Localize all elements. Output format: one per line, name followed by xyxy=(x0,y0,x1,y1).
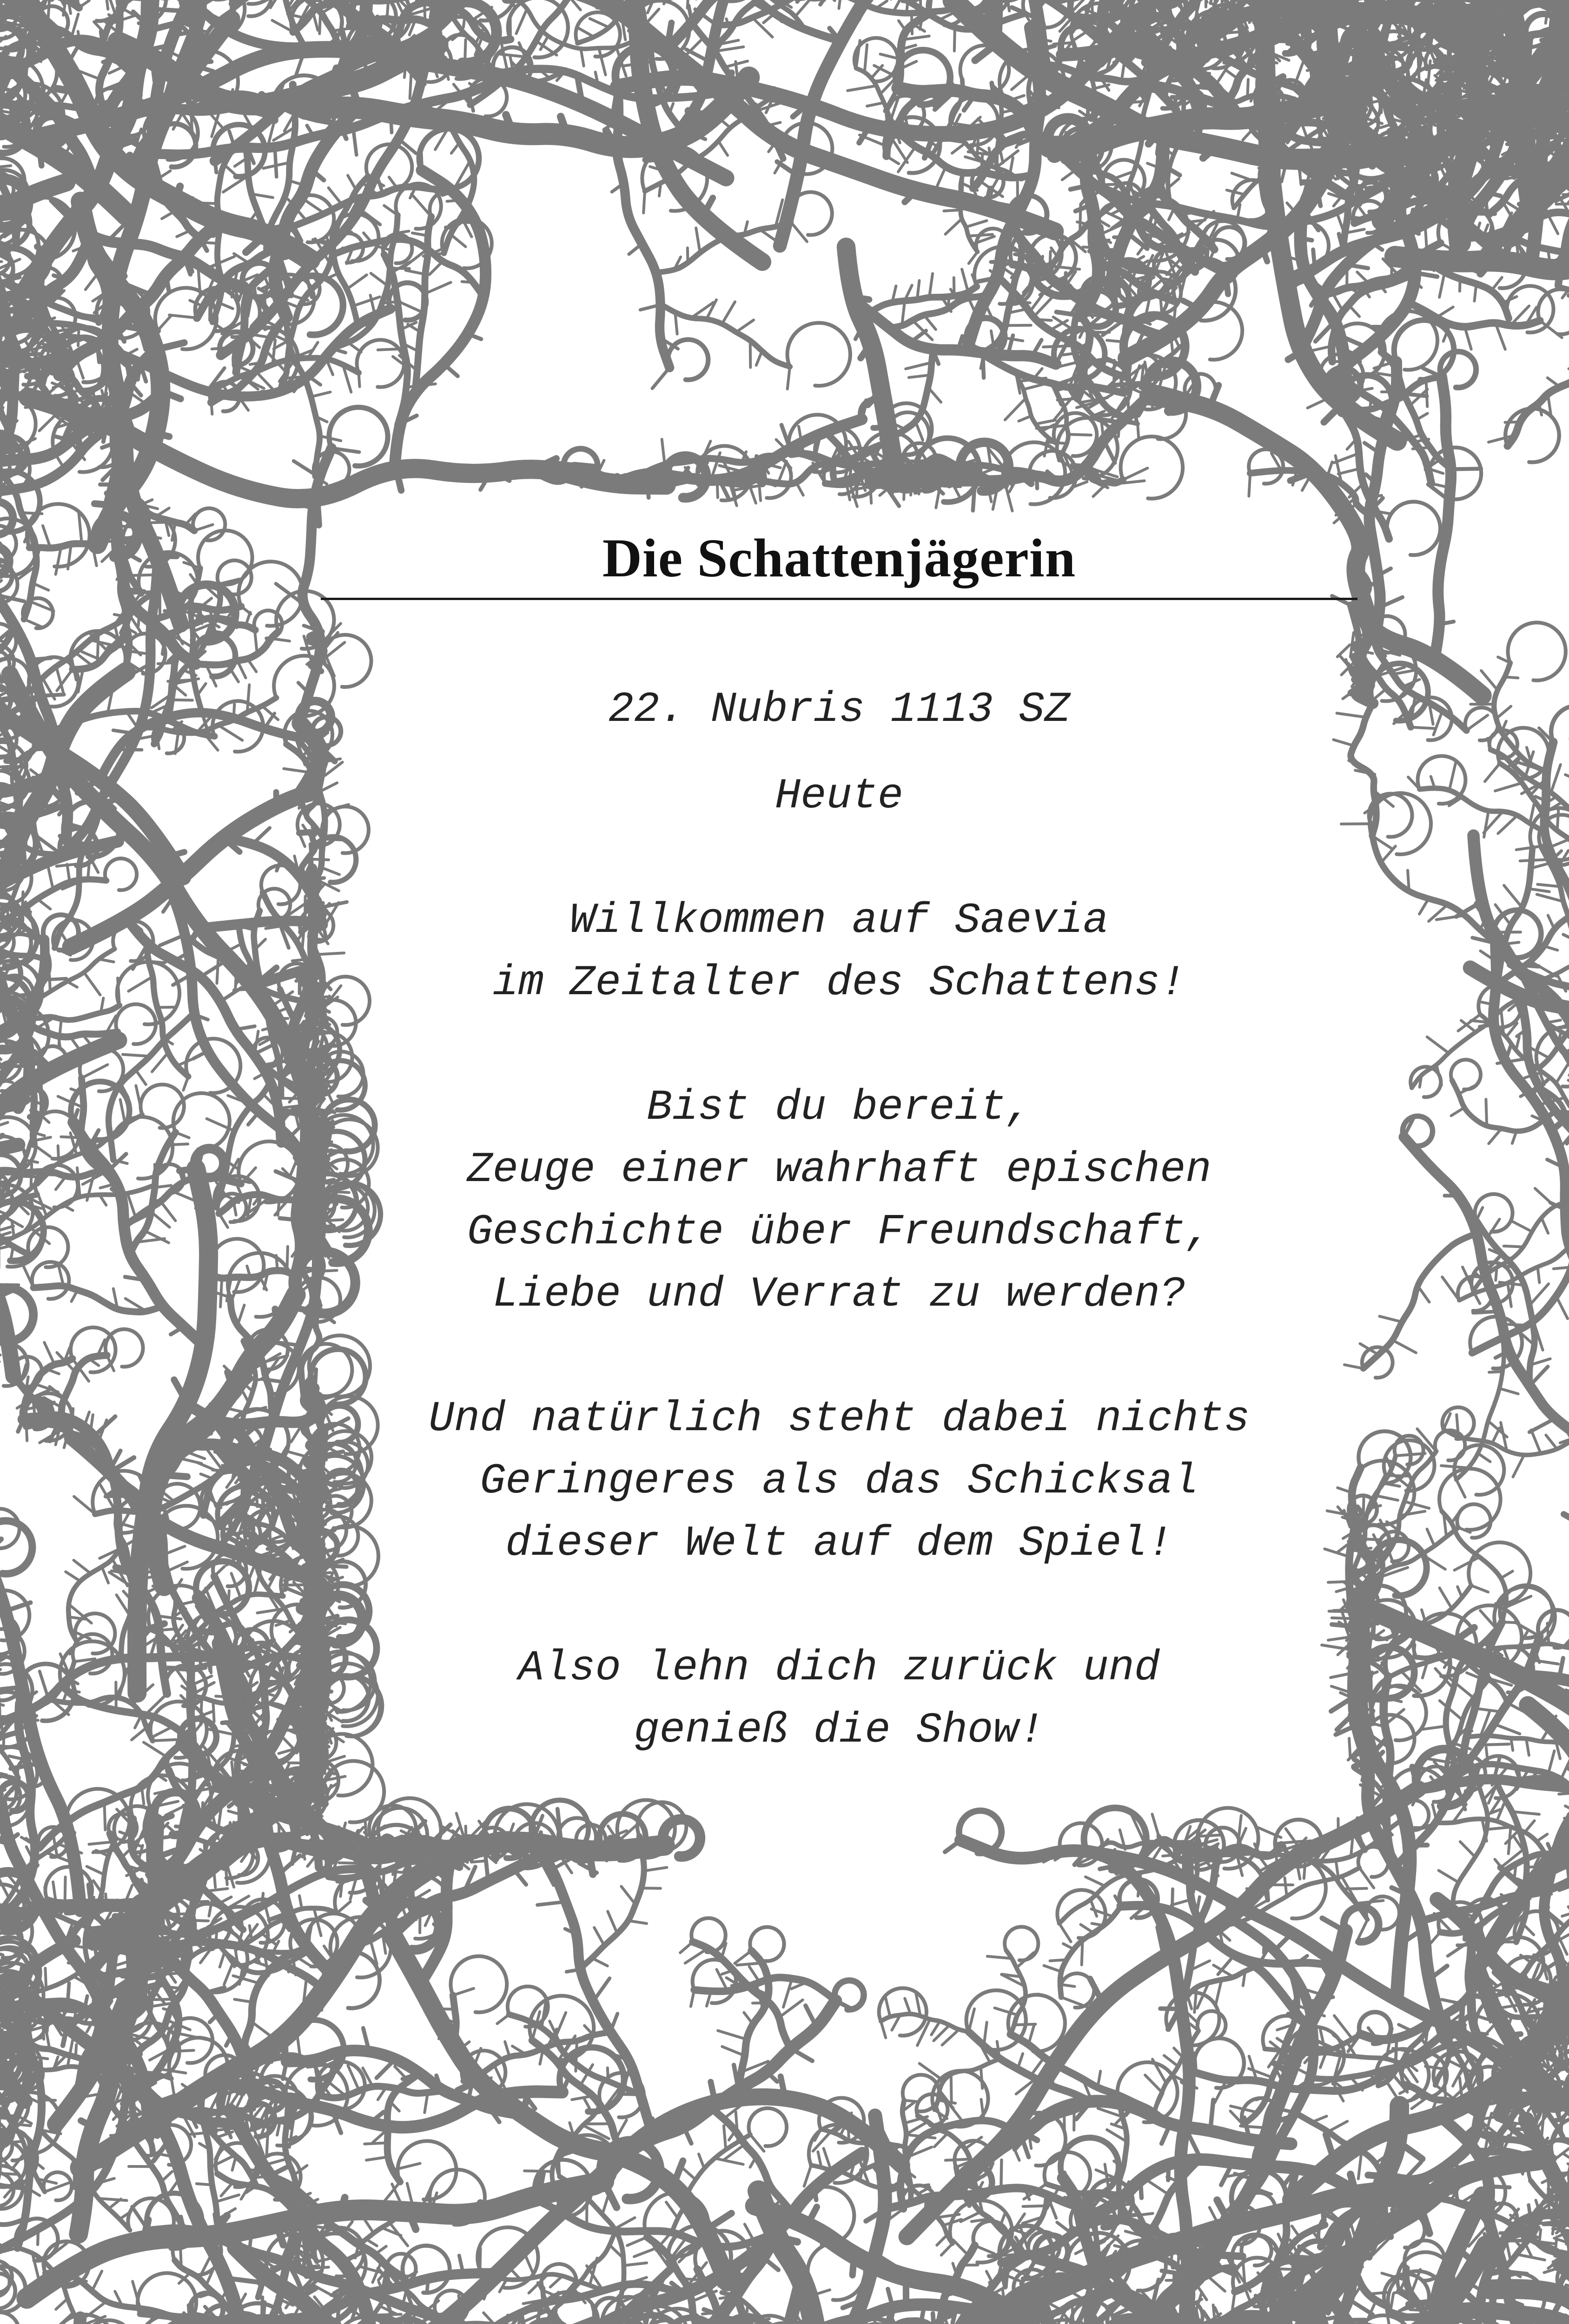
text-line: Also lehn dich zurück und xyxy=(518,1644,1160,1692)
day-line: Heute xyxy=(775,772,904,820)
document-body xyxy=(321,679,1357,1762)
paragraph xyxy=(321,1388,1357,1575)
text-line: Geringeres als das Schicksal xyxy=(480,1457,1198,1505)
text-line: im Zeitalter des Schattens! xyxy=(492,958,1186,1007)
text-line: dieser Welt auf dem Spiel! xyxy=(505,1519,1173,1568)
date-line: 22. Nubris 1113 SZ xyxy=(608,685,1070,734)
text-line: Geschichte über Freundschaft, xyxy=(467,1208,1212,1256)
paragraph xyxy=(321,1076,1357,1326)
text-line: Und natürlich steht dabei nichts xyxy=(428,1394,1250,1443)
text-line: Bist du bereit, xyxy=(646,1083,1032,1132)
paragraph xyxy=(321,890,1357,1014)
text-line: Willkommen auf Saevia xyxy=(569,896,1109,945)
text-line: genieß die Show! xyxy=(634,1706,1045,1755)
text-line: Liebe und Verrat zu werden? xyxy=(492,1270,1186,1319)
title-block xyxy=(321,525,1357,600)
paragraph xyxy=(321,1637,1357,1762)
document-title: Die Schattenjägerin xyxy=(602,528,1076,588)
text-line: Zeuge einer wahrhaft epischen xyxy=(467,1145,1212,1194)
title-underline xyxy=(321,598,1357,600)
